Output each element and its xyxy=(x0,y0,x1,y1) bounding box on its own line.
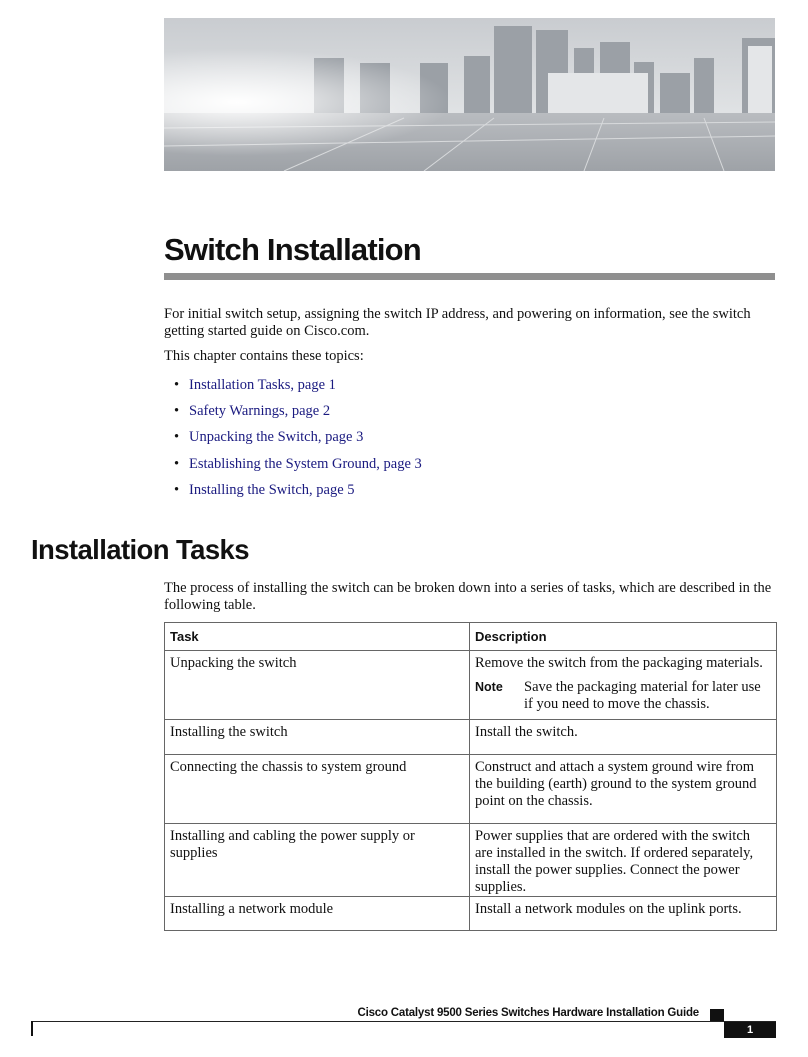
note-label: Note xyxy=(475,680,503,694)
bullet-icon: • xyxy=(174,403,180,420)
header-banner-image xyxy=(164,18,775,171)
task-cell: Unpacking the switch xyxy=(165,651,470,720)
description-cell xyxy=(470,651,777,720)
section-intro: The process of installing the switch can be broken down into a series of tasks, which are described in the following table. xyxy=(164,580,772,613)
intro-paragraph: For initial switch setup, assigning the switch IP address, and powering on information, see the switch getting started guide on Cisco.com. xyxy=(164,306,751,339)
description-text: Remove the switch from the packaging materials. xyxy=(475,655,763,671)
column-header-description: Description xyxy=(470,623,777,651)
footer-guide-title: Cisco Catalyst 9500 Series Switches Hardware Installation Guide xyxy=(357,1007,699,1019)
description-cell: Install a network modules on the uplink ports. xyxy=(470,897,777,931)
topic-link-system-ground[interactable]: Establishing the System Ground, page 3 xyxy=(189,455,422,472)
column-header-task: Task xyxy=(165,623,470,651)
footer-tick xyxy=(31,1021,33,1036)
bullet-icon: • xyxy=(174,455,180,472)
topics-list xyxy=(174,377,422,508)
description-cell: Install the switch. xyxy=(470,720,777,755)
table-row xyxy=(165,897,777,931)
installation-tasks-table xyxy=(164,622,777,931)
bullet-icon: • xyxy=(174,481,180,498)
topic-item xyxy=(174,429,422,455)
page-number: 1 xyxy=(724,1022,776,1038)
task-cell: Installing a network module xyxy=(165,897,470,931)
topic-item xyxy=(174,403,422,429)
section-title: Installation Tasks xyxy=(31,534,249,565)
description-cell: Construct and attach a system ground wire from the building (earth) ground to the system ground point on the chassis. xyxy=(470,755,777,824)
task-cell: Connecting the chassis to system ground xyxy=(165,755,470,824)
topic-link-safety-warnings[interactable]: Safety Warnings, page 2 xyxy=(189,403,331,420)
footer-rule xyxy=(31,1021,776,1022)
task-cell: Installing the switch xyxy=(165,720,470,755)
bullet-icon: • xyxy=(174,377,180,393)
note-block xyxy=(475,679,770,719)
title-rule xyxy=(164,273,775,280)
topic-link-unpacking[interactable]: Unpacking the Switch, page 3 xyxy=(189,429,364,446)
table-row xyxy=(165,824,777,897)
topic-item xyxy=(174,377,422,403)
topics-intro: This chapter contains these topics: xyxy=(164,348,364,364)
description-cell: Power supplies that are ordered with the switch are installed in the switch. If ordered separately, install the power supplies. Connect the power supplies. xyxy=(470,824,777,897)
table-header-row xyxy=(165,623,777,651)
chapter-title: Switch Installation xyxy=(164,232,421,267)
topic-link-installation-tasks[interactable]: Installation Tasks, page 1 xyxy=(189,377,336,393)
task-cell: Installing and cabling the power supply or supplies xyxy=(165,824,470,897)
topic-item xyxy=(174,456,422,482)
bullet-icon: • xyxy=(174,429,180,446)
table-row xyxy=(165,720,777,755)
table-row xyxy=(165,651,777,720)
topic-link-installing-switch[interactable]: Installing the Switch, page 5 xyxy=(189,481,355,498)
note-text: Save the packaging material for later use if you need to move the chassis. xyxy=(524,679,761,712)
table-row xyxy=(165,755,777,824)
topic-item xyxy=(174,482,422,508)
